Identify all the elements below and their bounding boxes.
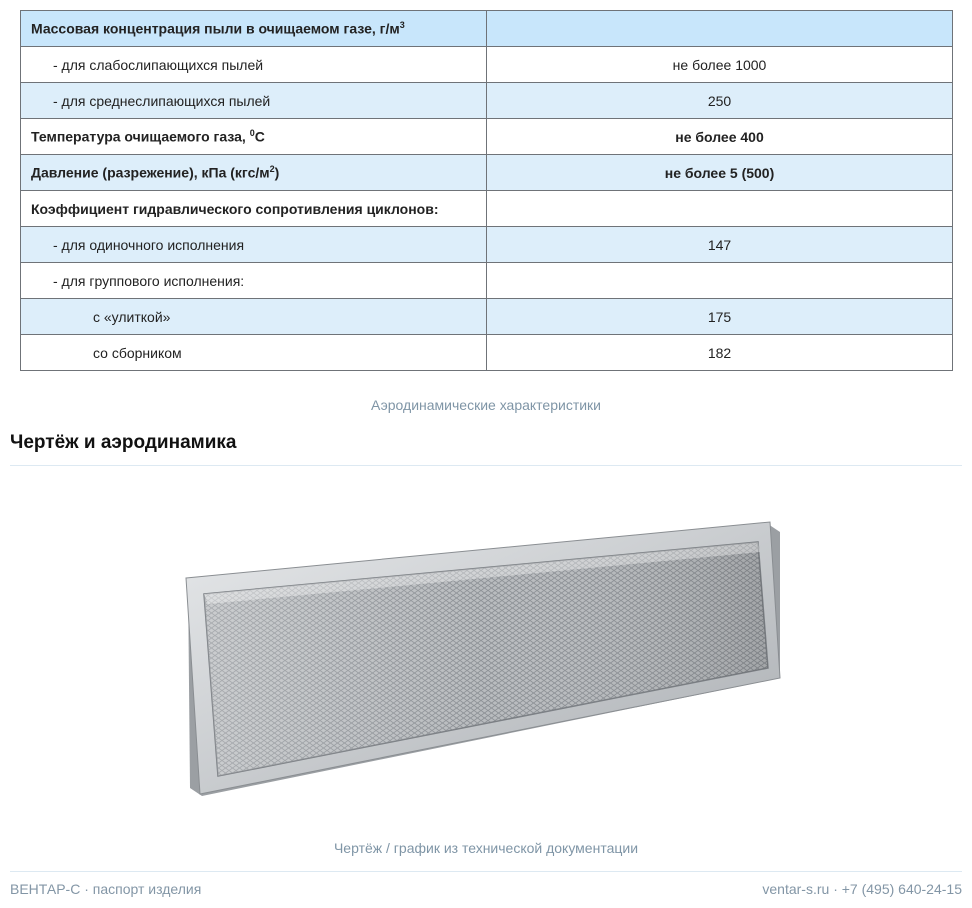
table-row — [21, 299, 953, 335]
section-divider — [10, 465, 962, 466]
table-row — [21, 335, 953, 371]
table-row — [21, 11, 953, 47]
row-label: Температура очищаемого газа, $^0$С — [21, 119, 487, 155]
row-label: со сборником — [21, 335, 487, 371]
table-row — [21, 155, 953, 191]
table-row — [21, 83, 953, 119]
row-label: - для среднеслипающихся пылей — [21, 83, 487, 119]
row-value: не более 1000 — [487, 47, 953, 83]
table-caption: Аэродинамические характеристики — [370, 397, 601, 413]
specs-table — [20, 10, 953, 371]
row-label: Давление (разрежение), кПа $(кгс/м^2)$ — [21, 155, 487, 191]
table-row — [21, 47, 953, 83]
row-label: - для одиночного исполнения — [21, 227, 487, 263]
row-label: Массовая концентрация пыли в очищаемом газе, $г/м^3$ — [21, 11, 487, 47]
row-value: не более 400 — [487, 119, 953, 155]
table-row — [21, 263, 953, 299]
row-value: 250 — [487, 83, 953, 119]
row-value: 147 — [487, 227, 953, 263]
row-label: с «улиткой» — [21, 299, 487, 335]
row-value — [487, 11, 953, 47]
row-value: не более 5 (500) — [487, 155, 953, 191]
row-value — [487, 263, 953, 299]
section-title: Чертёж и аэродинамика — [10, 432, 237, 453]
table-row — [21, 119, 953, 155]
table-row — [21, 227, 953, 263]
row-label: - для группового исполнения: — [21, 263, 487, 299]
filter-panel-image — [180, 518, 790, 803]
footer-contacts: ventar-s.ru · +7 (495) 640-24-15 — [762, 881, 962, 897]
row-label: Коэффициент гидравлического сопротивления циклонов: — [21, 191, 487, 227]
row-value: 175 — [487, 299, 953, 335]
footer-document-label: ВЕНТАР-С · паспорт изделия — [10, 881, 202, 897]
figure-caption: Чертёж / график из технической документации — [333, 840, 639, 856]
row-value: 182 — [487, 335, 953, 371]
row-label: - для слабослипающихся пылей — [21, 47, 487, 83]
footer-divider — [10, 871, 962, 872]
table-row — [21, 191, 953, 227]
row-value — [487, 191, 953, 227]
